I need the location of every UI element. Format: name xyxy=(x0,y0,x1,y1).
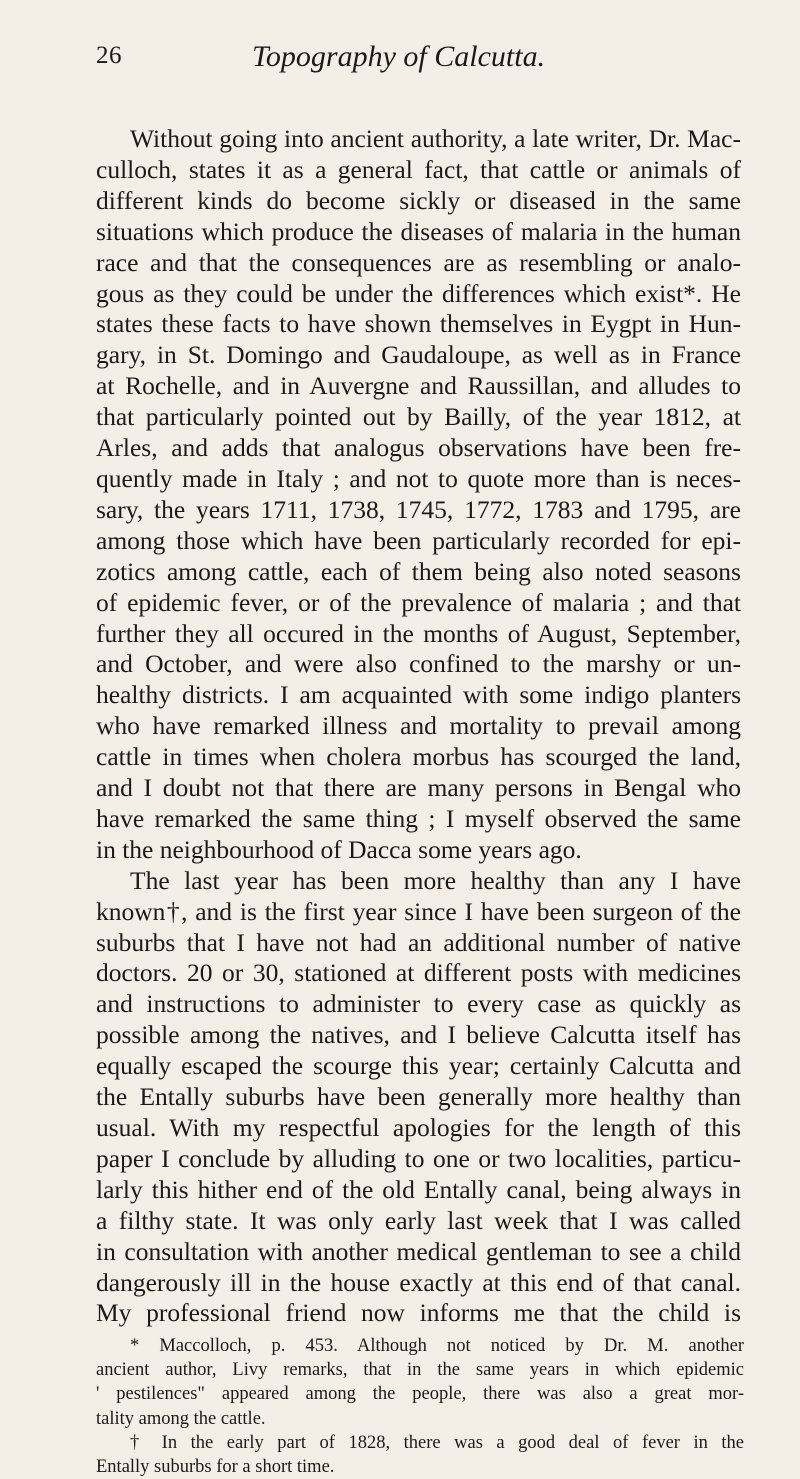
text-line: and October, and were also confined to the marshy or un- xyxy=(96,649,741,679)
text-line: the Entally suburbs have been generally more healthy than xyxy=(96,1082,741,1112)
text-line: paper I conclude by alluding to one or two localities, particu- xyxy=(96,1143,741,1173)
text-line: sary, the years 1711, 1738, 1745, 1772, 1783 and 1795, are xyxy=(96,494,741,524)
text-line: that particularly pointed out by Bailly, of the year 1812, at xyxy=(96,402,741,432)
text-line: The last year has been more healthy than any I have xyxy=(130,865,741,895)
text-line: equally escaped the scourge this year; certainly Calcutta and xyxy=(96,1051,741,1081)
text-line: different kinds do become sickly or diseased in the same xyxy=(96,185,741,215)
text-line: Without going into ancient authority, a late writer, Dr. Mac- xyxy=(130,124,741,153)
text-line: culloch, states it as a general fact, that cattle or animals of xyxy=(96,154,741,184)
text-line: dangerously ill in the house exactly at this end of that canal. xyxy=(96,1267,741,1297)
text-line: My professional friend now informs me that the child is xyxy=(96,1298,741,1328)
text-line: of epidemic fever, or of the prevalence of malaria ; and that xyxy=(96,587,741,617)
text-line: and I doubt not that there are many persons in Bengal who xyxy=(96,773,741,803)
footnote-line: tality among the cattle. xyxy=(96,1408,266,1429)
text-line: doctors. 20 or 30, stationed at different posts with medicines xyxy=(96,958,741,988)
body-text xyxy=(96,124,741,1329)
footnote-line: * Maccolloch, p. 453. Although not noticed by Dr. M. another xyxy=(130,1336,744,1356)
text-line: at Rochelle, and in Auvergne and Raussillan, and alludes to xyxy=(96,371,741,401)
text-line: in the neighbourhood of Dacca some years ago. xyxy=(96,834,582,864)
page-number: 26 xyxy=(96,42,122,69)
running-title: Topography of Calcutta. xyxy=(252,40,546,73)
footnotes xyxy=(96,1334,744,1479)
text-line: possible among the natives, and I believe Calcutta itself has xyxy=(96,1020,741,1050)
footnote-line: Entally suburbs for a short time. xyxy=(96,1457,335,1478)
text-line: zotics among cattle, each of them being also noted seasons xyxy=(96,556,741,586)
text-line: states these facts to have shown themselves in Eygpt in Hun- xyxy=(96,309,741,339)
text-line: gary, in St. Domingo and Gaudaloupe, as well as in France xyxy=(96,340,741,370)
footnote-line: ancient author, Livy remarks, that in the same years in which epidemic xyxy=(96,1360,744,1381)
text-line: who have remarked illness and mortality to prevail among xyxy=(96,711,741,741)
footnote-line: † In the early part of 1828, there was a good deal of fever in the xyxy=(130,1432,744,1453)
text-line: usual. With my respectful apologies for the length of this xyxy=(96,1113,741,1142)
text-line: Arles, and adds that analogus observations have been fre- xyxy=(96,433,741,463)
text-line: larly this hither end of the old Entally canal, being always in xyxy=(96,1174,741,1204)
text-line: in consultation with another medical gentleman to see a child xyxy=(96,1236,741,1266)
text-line: suburbs that I have not had an additional number of native xyxy=(96,927,741,957)
text-line: further they all occured in the months of August, September, xyxy=(96,618,741,648)
text-line: race and that the consequences are as resembling or analo- xyxy=(96,247,741,277)
text-line: a filthy state. It was only early last week that I was called xyxy=(96,1205,741,1235)
text-line: among those which have been particularly recorded for epi- xyxy=(96,525,741,555)
text-line: and instructions to administer to every case as quickly as xyxy=(96,989,741,1019)
footnote-line: ' pestilences" appeared among the people, there was also a great mor- xyxy=(96,1384,744,1405)
page-header xyxy=(96,42,732,82)
text-line: gous as they could be under the differences which exist*. He xyxy=(96,278,741,308)
text-line: have remarked the same thing ; I myself observed the same xyxy=(96,803,741,833)
text-line: healthy districts. I am acquainted with some indigo planters xyxy=(96,680,741,710)
text-line: known†, and is the first year since I have been surgeon of the xyxy=(96,896,741,926)
text-line: cattle in times when cholera morbus has scourged the land, xyxy=(96,742,741,772)
text-line: quently made in Italy ; and not to quote more than is neces- xyxy=(96,463,741,493)
text-line: situations which produce the diseases of malaria in the human xyxy=(96,216,741,246)
